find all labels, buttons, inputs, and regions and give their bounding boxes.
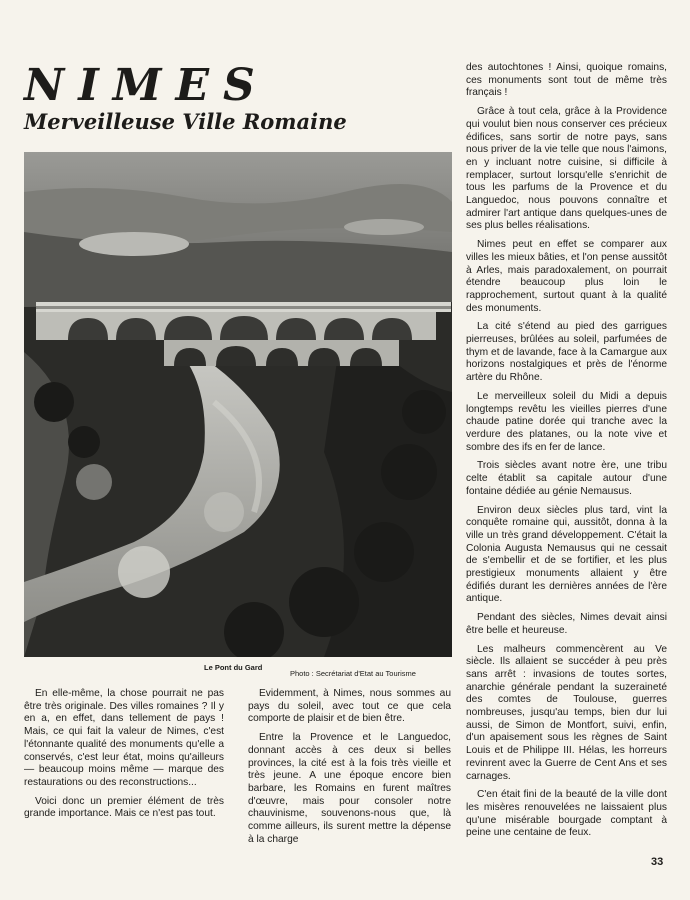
column-middle xyxy=(248,688,451,852)
article-subtitle: Merveilleuse Ville Romaine xyxy=(24,109,347,134)
column-left xyxy=(24,688,224,827)
paragraph: Pendant des siècles, Nimes devait ainsi être belle et heureuse. xyxy=(466,612,667,636)
paragraph: Evidemment, à Nimes, nous sommes au pays du soleil, avec tout ce que cela comporte de plaisir et de bien être. xyxy=(248,688,451,725)
paragraph: En elle-même, la chose pourrait ne pas être très originale. Des villes romaines ? Il y en a, en effet, dans tellement de pays ! Mais, ce qui fait la valeur de Nimes, c'est l'étonnante qualité des monuments qu'elle a conservés, c'est leur état, moins qu'ailleurs — beaucoup moins même — marque des restaurations ou des reconstructions... xyxy=(24,688,224,788)
paragraph: Entre la Provence et le Languedoc, donnant accès à ces deux si belles provinces, la cité est à la fois très vieille et très jeune. A une époque encore bien barbare, les Romains en furent maîtres d'œuvre, mais pour consoler notre chauvinisme, souvenons-nous que, là comme ailleurs, ils surent mettre la dépense à la charge xyxy=(248,732,451,845)
paragraph: Nimes peut en effet se comparer aux villes les mieux bâties, et l'on pense aussitôt à Arles, mais paradoxalement, on pourrait étendre beaucoup plus loin le rapprochement, surtout quant à la qualité des monuments. xyxy=(466,239,667,314)
paragraph: C'en était fini de la beauté de la ville dont les misères renouvelées ne laissaient plus qu'une misérable bourgade comptant à peine une centaine de feux. xyxy=(466,789,667,839)
paragraph: La cité s'étend au pied des garrigues pierreuses, brûlées au soleil, parfumées de thym et de lavande, face à la Camargue aux horizons nostalgiques et près de l'énorme artère du Rhône. xyxy=(466,321,667,384)
pont-du-gard-photo xyxy=(24,152,452,657)
page-number: 33 xyxy=(651,856,664,868)
paragraph: Trois siècles avant notre ère, une tribu celte établit sa capitale autour d'une fontaine dédiée au génie Nemausus. xyxy=(466,460,667,497)
paragraph: Le merveilleux soleil du Midi a depuis longtemps revêtu les vieilles pierres d'une chaude patine dorée qui tranche avec la verdure des platanes, ou la note vive et sombre des ifs en fer de lance. xyxy=(466,390,667,453)
paragraph: Grâce à tout cela, grâce à la Providence qui voulut bien nous conserver ces précieux édifices, sans sortir de notre pays, sans nous priver de la vie telle que nous l'aimons, en y incluant notre cuisine, si difficile à remplacer, surtout lorsqu'elle s'enrichit de tous les parfums de la Provence et du Languedoc, nous pouvons connaître et admirer l'art antique dans quelques-unes de ses plus belles réalisations. xyxy=(466,106,667,232)
paragraph: Voici donc un premier élément de très grande importance. Mais ce n'est pas tout. xyxy=(24,795,224,820)
photo-credit: Photo : Secrétariat d'Etat au Tourisme xyxy=(290,669,416,678)
column-right xyxy=(466,62,667,846)
paragraph: Les malheurs commencèrent au Ve siècle. Ils allaient se succéder à peu près sans arrêt : invasions de toutes sortes, anarchie générale pendant la suzeraineté des comtes de Toulouse, guerres nombreuses, jusqu'au temps, bien dur lui aussi, de Simon de Montfort, suivi, enfin, d'un apaisement sous les règnes de Saint Louis et de Philippe III. Hélas, les horreurs revinrent avec la Guerre de Cent Ans et ses carnages. xyxy=(466,643,667,782)
article-title: NIMES xyxy=(24,60,269,111)
photo-caption: Le Pont du Gard xyxy=(204,663,263,672)
paragraph: Environ deux siècles plus tard, vint la conquête romaine qui, aussitôt, donna à la ville un très grand développement. C'était la Colonia Augusta Nemausus qui ne cessait de s'embellir et de se fortifier, et les plus prestigieux monuments allaient y être édifiés durant les dernières années de l'ère antique. xyxy=(466,504,667,605)
paragraph: des autochtones ! Ainsi, quoique romains, ces monuments sont tout de même très français ! xyxy=(466,62,667,99)
